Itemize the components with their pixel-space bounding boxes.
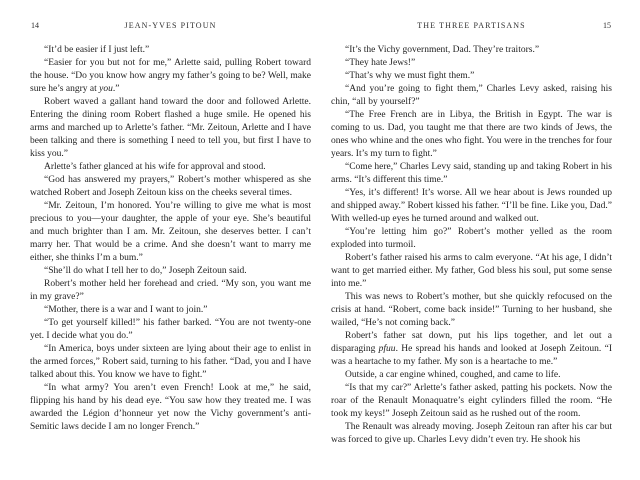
paragraph-text: The Renault was already moving. Joseph Zeitoun ran after his car but was forced to give up. Charles Levy didn’t even try. He shook his [331,422,612,445]
paragraph [331,161,612,187]
paragraph [30,96,311,161]
italic-word: pfuu [378,344,396,354]
paragraph [30,161,311,174]
paragraph [331,44,612,57]
paragraph-text: “Come here,” Charles Levy said, standing up and taking Robert in his arms. “It’s different this time.” [331,162,612,185]
paragraph-text: Robert’s father raised his arms to calm everyone. “At his age, I didn’t want to get married either. My father, God bless his soul, put some sense into me.” [331,253,612,289]
paragraph [331,109,612,161]
paragraph-text: “It’d be easier if I just left.” [44,45,150,55]
paragraph-text: “God has answered my prayers,” Robert’s mother whispered as she watched Robert and Joseph Zeitoun kiss on the cheeks several times. [30,175,311,198]
right-page [331,0,612,447]
paragraph [331,187,612,226]
right-page-header [331,21,612,32]
paragraph [30,382,311,434]
paragraph [331,421,612,447]
paragraph [30,57,311,96]
paragraph-text: “Is that my car?” Arlette’s father asked, patting his pockets. Now the roar of the Renault Monaquatre’s eight cylinders filled the room. “He took my keys!” Joseph Zeitoun said as he rushed out of the room. [331,383,612,419]
paragraph [331,252,612,291]
paragraph [331,291,612,330]
paragraph-text: “The Free French are in Libya, the British in Egypt. The war is coming to us. Dad, you taught me that there are two kinds of Jews, the ones who whine and the ones who fight. You were in the trenches for four years. It’s my turn to fight.” [331,110,612,159]
paragraph [331,57,612,70]
paragraph-text: “They hate Jews!” [345,58,416,68]
paragraph [30,343,311,382]
paragraph [331,330,612,369]
paragraph-text: This was news to Robert’s mother, but she quickly refocused on the crisis at hand. “Robert, come back inside!” Turning to her husband, she wailed, “He’s not coming back.” [331,292,612,328]
paragraph-text: .” [112,84,120,94]
paragraph-text: “In America, boys under sixteen are lying about their age to enlist in the armed forces,” Robert said, turning to his father. “Dad, you and I have talked about this. You know we have to fight.” [30,344,311,380]
left-page [30,0,311,434]
paragraph-text: “You’re letting him go?” Robert’s mother yelled as the room exploded into turmoil. [331,227,612,250]
left-running-head: JEAN-YVES PITOUN [124,21,217,30]
paragraph-text: Robert’s mother held her forehead and cried. “My son, you want me in my grave?” [30,279,311,302]
paragraph [30,265,311,278]
right-running-head: THE THREE PARTISANS [417,21,526,30]
left-page-header [30,21,311,32]
left-page-number: 14 [31,21,39,30]
paragraph-text: . He spread his hands and looked at Joseph Zeitoun. “I was a heartache to my father. My son is a heartache to me.” [331,344,613,367]
paragraph [331,369,612,382]
paragraph [331,70,612,83]
paragraph-text: Robert waved a gallant hand toward the door and followed Arlette. Entering the dining room Robert flashed a huge smile. He opened his arms and marched up to Arlette’s father. “Mr. Zeitoun, Arlette and I have been talking and there is something I need to tell you, but first I have to kiss you.” [30,97,311,159]
paragraph [30,44,311,57]
paragraph [331,83,612,109]
paragraph-text: “And you’re going to fight them,” Charles Levy asked, raising his chin, “all by yourself?” [331,84,612,107]
left-page-text [30,44,311,434]
paragraph [30,304,311,317]
paragraph-text: Arlette’s father glanced at his wife for approval and stood. [44,162,266,172]
paragraph [30,174,311,200]
right-page-text [331,44,612,447]
italic-word: you [99,84,113,94]
paragraph-text: “It’s the Vichy government, Dad. They’re traitors.” [345,45,540,55]
paragraph-text: “Easier for you but not for me,” Arlette said, pulling Robert toward the house. “Do you know how angry my father’s going to be? Well, make sure he’s angry at [30,58,311,94]
paragraph-text: Outside, a car engine whined, coughed, and came to life. [345,370,561,380]
right-page-number: 15 [603,21,611,30]
paragraph [30,200,311,265]
paragraph [331,226,612,252]
paragraph-text: “Mr. Zeitoun, I’m honored. You’re willing to give me what is most precious to you—your daughter, the apple of your eye. She’s beautiful and much brighter than I am. Mr. Zeitoun, she deserves better. I can’t marry her. That would be a crime. And she doesn’t want to marry me either, she thinks I’m a bum.” [30,201,311,263]
paragraph-text: “Mother, there is a war and I want to join.” [44,305,208,315]
paragraph-text: “She’ll do what I tell her to do,” Joseph Zeitoun said. [44,266,247,276]
paragraph-text: Robert’s father sat down, put his lips together, and let out a disparaging [331,331,612,354]
paragraph-text: “That’s why we must fight them.” [345,71,475,81]
paragraph-text: “In what army? You aren’t even French! Look at me,” he said, flipping his hand by his dead eye. “You saw how they treated me. I was awarded the Légion d’honneur yet now the Vichy government’s anti-Semitic laws decide I am no longer French.” [30,383,311,432]
paragraph [331,382,612,421]
paragraph [30,317,311,343]
paragraph-text: “Yes, it’s different! It’s worse. All we hear about is Jews rounded up and shipped away.” Robert kissed his father. “I’ll be fine. Like you, Dad.” With welled-up eyes he turned around and walked out. [331,188,612,224]
paragraph [30,278,311,304]
paragraph-text: “To get yourself killed!” his father barked. “You are not twenty-one yet. I decide what you do.” [30,318,311,341]
